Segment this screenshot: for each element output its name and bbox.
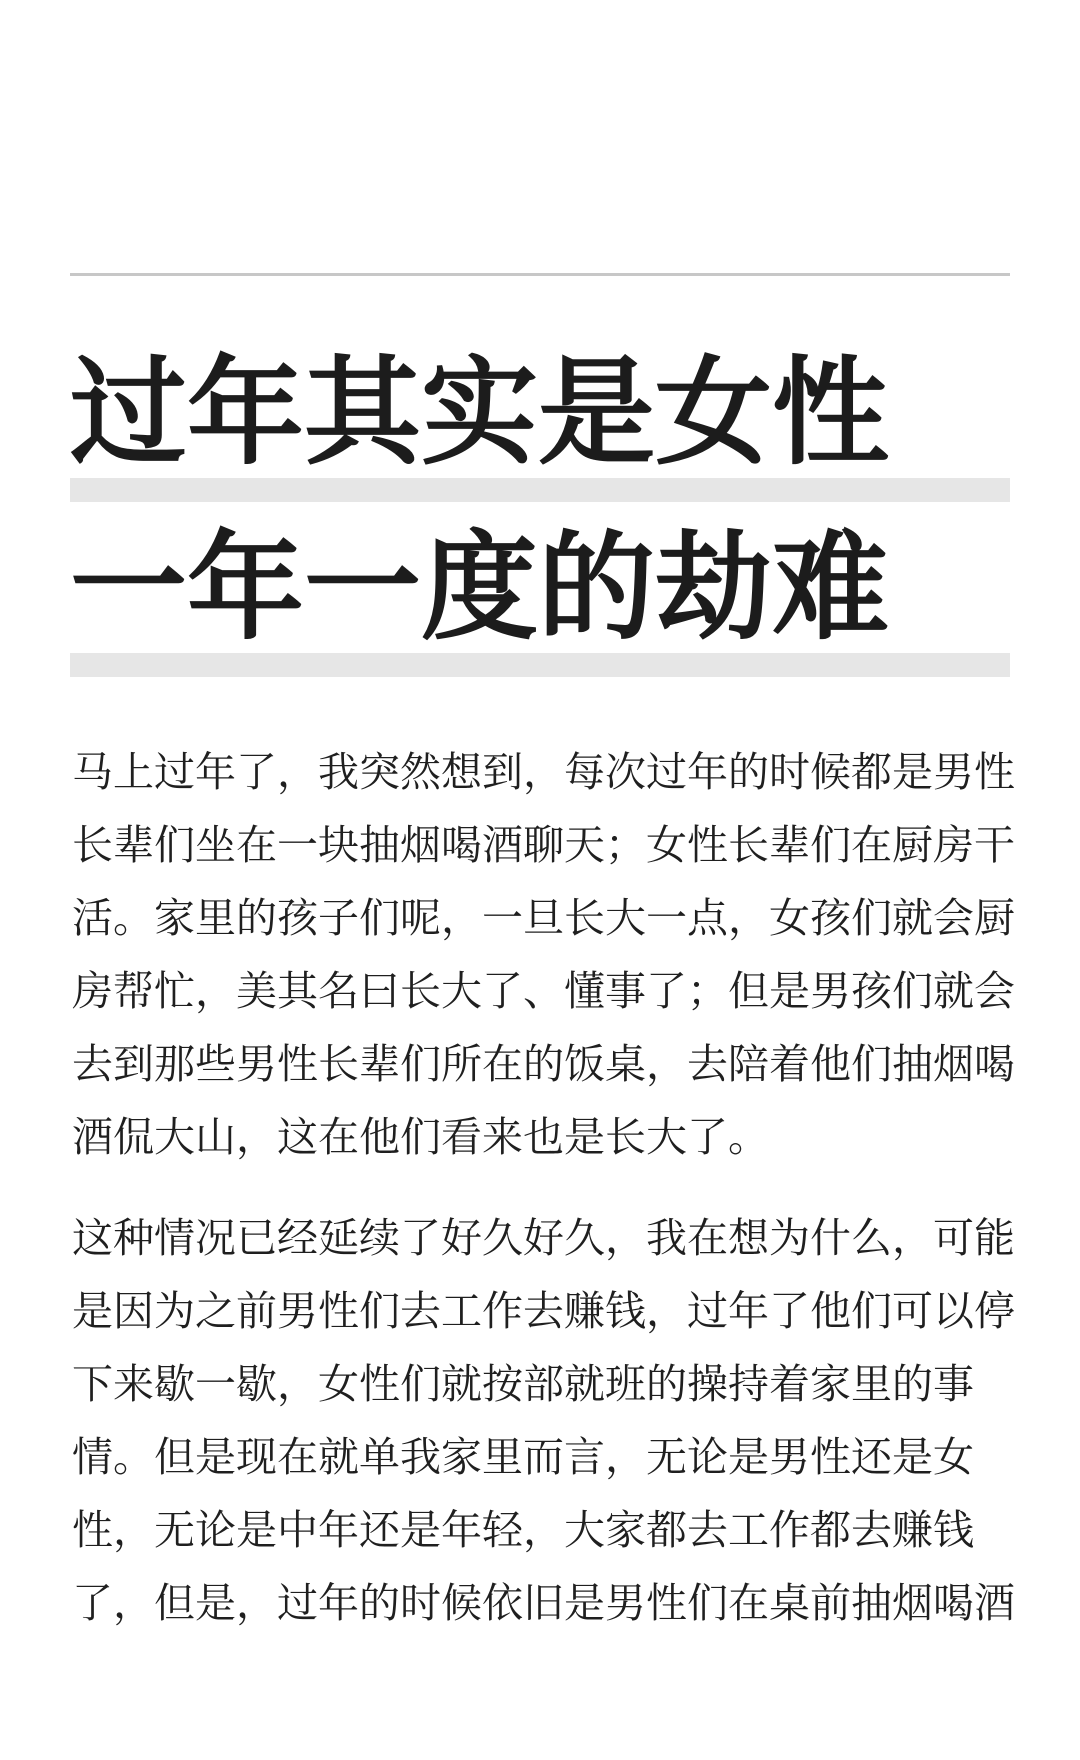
paragraph-line: 了，但是，过年的时候依旧是男性们在桌前抽烟喝酒 <box>72 1579 1015 1627</box>
paragraph-line: 性，无论是中年还是年轻，大家都去工作都去赚钱 <box>72 1506 974 1554</box>
paragraph-line: 情。但是现在就单我家里而言，无论是男性还是女 <box>72 1433 974 1481</box>
paragraph-2 <box>72 1202 1015 1640</box>
paragraph-line: 下来歇一歇，女性们就按部就班的操持着家里的事 <box>72 1360 974 1408</box>
article-title <box>70 340 1010 690</box>
title-line-1 <box>70 340 1010 515</box>
paragraph-1 <box>72 736 1015 1174</box>
paragraph-line: 酒侃大山，这在他们看来也是长大了。 <box>72 1113 769 1161</box>
title-line-2 <box>70 515 1010 690</box>
title-highlight-2 <box>70 653 1010 677</box>
paragraph-line: 房帮忙，美其名曰长大了、懂事了；但是男孩们就会 <box>72 967 1015 1015</box>
title-text-1: 过年其实是女性 <box>70 343 890 481</box>
paragraph-line: 活。家里的孩子们呢，一旦长大一点，女孩们就会厨 <box>72 894 1015 942</box>
paragraph-line: 去到那些男性长辈们所在的饭桌，去陪着他们抽烟喝 <box>72 1040 1015 1088</box>
paragraph-line: 这种情况已经延续了好久好久，我在想为什么，可能 <box>72 1214 1015 1262</box>
paragraph-line: 长辈们坐在一块抽烟喝酒聊天；女性长辈们在厨房干 <box>72 821 1015 869</box>
top-divider <box>70 273 1010 276</box>
paragraph-line: 马上过年了，我突然想到，每次过年的时候都是男性 <box>72 748 1015 796</box>
title-text-2: 一年一度的劫难 <box>70 518 890 656</box>
paragraph-line: 是因为之前男性们去工作去赚钱，过年了他们可以停 <box>72 1287 1015 1335</box>
title-highlight-1 <box>70 478 1010 502</box>
